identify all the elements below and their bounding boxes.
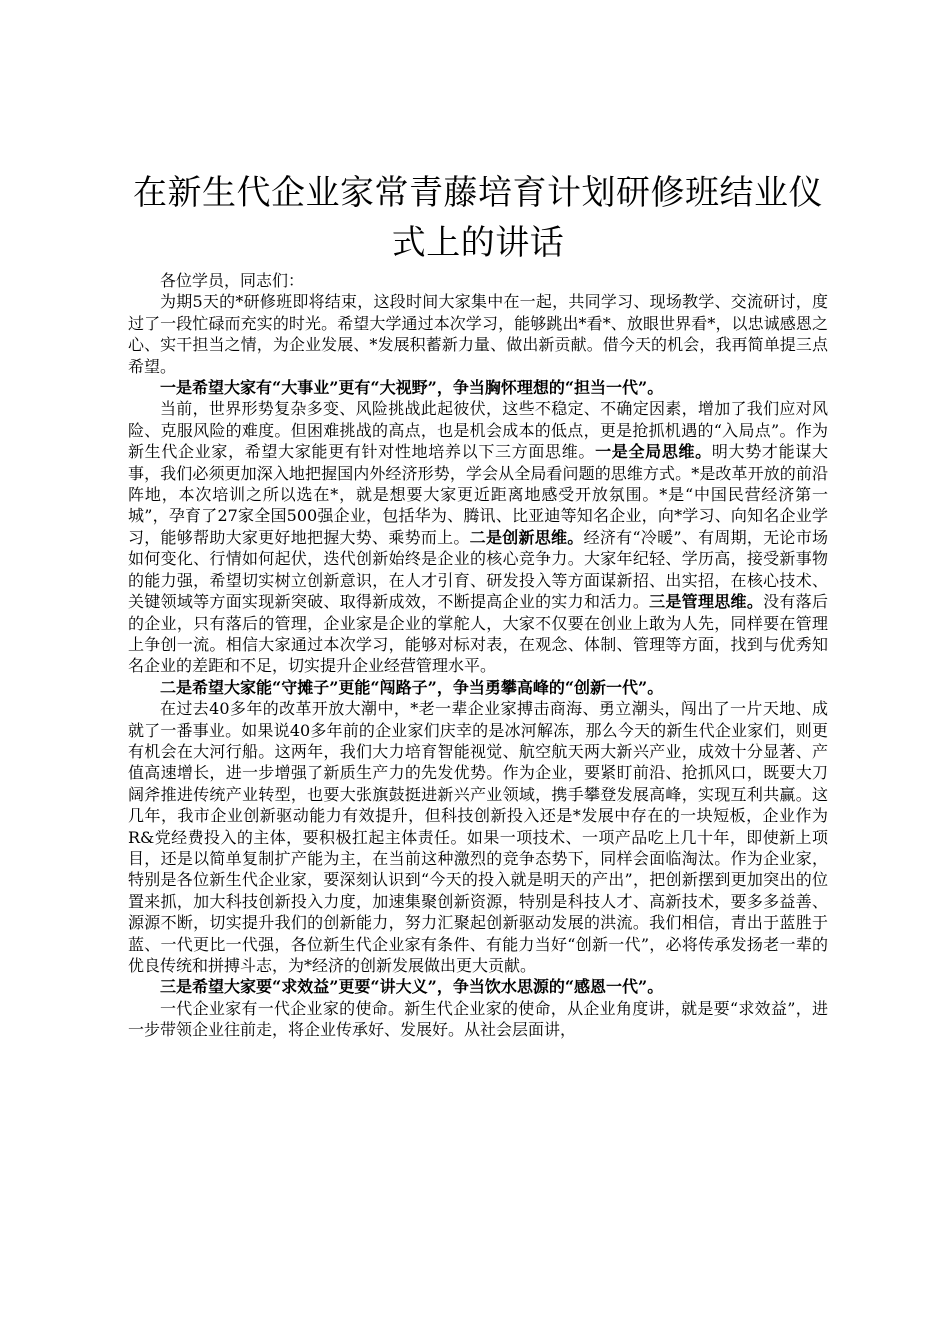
section-1-text-4: 没有落后的企业，只有落后的管理，企业家是企业的掌舵人，大家不仅要在创业上敢为人先，同样要在管理上争创一流。相信大家通过本次学习，能够对标对表，在观念、体制、管理等方面，找到与优秀知名企业的差距和不足，切实提升企业经营管理水平。 [128,592,828,676]
document-page [128,168,828,1041]
section-2-paragraph: 在过去40多年的改革开放大潮中，*老一辈企业家搏击商海、勇立潮头，闯出了一片天地、成就了一番事业。如果说40多年前的企业家们庆幸的是冰河解冻，那么今天的新生代企业家们，则更有机会在大河行船。这两年，我们大力培育智能视觉、航空航天两大新兴产业，成效十分显著、产值高速增长，进一步增强了新质生产力的先发优势。作为企业，要紧盯前沿、抢抓风口，既要大刀阔斧推进传统产业转型，也要大张旗鼓挺进新兴产业领域，携手攀登发展高峰，实现互利共赢。这几年，我市企业创新驱动能力有效提升，但科技创新投入还是*发展中存在的一块短板，企业作为R&党经费投入的主体，要积极扛起主体责任。如果一项技术、一项产品吃上几十年，即使新上项目，还是以简单复制扩产能为主，在当前这种激烈的竞争态势下，同样会面临淘汰。作为企业家，特别是各位新生代企业家，要深刻认识到“今天的投入就是明天的产出”，把创新摆到更加突出的位置来抓，加大科技创新投入力度，加速集聚创新资源，特别是科技人才、高新技术，要多多益善、源源不断，切实提升我们的创新能力，努力汇聚起创新驱动发展的洪流。我们相信，青出于蓝胜于蓝、一代更比一代强，各位新生代企业家有条件、有能力当好“创新一代”，必将传承发扬老一辈的优良传统和拼搏斗志，为*经济的创新发展做出更大贡献。 [128,699,828,975]
section-1-heading: 一是希望大家有“大事业”更有“大视野”，争当胸怀理想的“担当一代”。 [160,378,664,398]
section-1-text-3: 经济有“冷暖”、有周期，无论市场如何变化、行情如何起伏，迭代创新始终是企业的核心竞争力。大家年纪轻、学历高，接受新事物的能力强，希望切实树立创新意识，在人才引育、研发投入等方面谋新招、出实招，在核心技术、关键领域等方面实现新突破、取得新成效，不断提高企业的实力和活力。 [128,527,828,612]
global-thinking-label: 一是全局思维。 [595,442,712,462]
document-title: 在新生代企业家常青藤培育计划研修班结业仪式上的讲话 [133,173,823,263]
section-1-text-1: 当前，世界形势复杂多变、风险挑战此起彼伏，这些不稳定、不确定因素，增加了我们应对风险、克服风险的难度。但困难挑战的高点，也是机会成本的低点，更是抢抓机遇的“入局点”。作为新生代企业家，希望大家能更有针对性地培养以下三方面思维。 [128,399,828,462]
section-2-heading: 二是希望大家能“守摊子”更能“闯路子”，争当勇攀高峰的“创新一代”。 [160,677,664,697]
section-1-text-2: 明大势才能谋大事，我们必须更加深入地把握国内外经济形势，学会从全局看问题的思维方式。*是改革开放的前沿阵地，本次培训之所以选在*，就是想要大家更近距离地感受开放氛围。*是“中国民营经济第一城”，孕育了27家全国500强企业，包括华为、腾讯、比亚迪等知名企业，向*学习、向知名企业学习，能够帮助大家更好地把握大势、乘势而上。 [128,442,828,547]
salutation: 各位学员，同志们： [160,271,305,290]
section-3-heading: 三是希望大家要“求效益”更要“讲大义”，争当饮水思源的“感恩一代”。 [160,977,664,997]
management-thinking-label: 三是管理思维。 [649,592,764,612]
innovation-thinking-label: 二是创新思维。 [469,527,584,547]
section-3-paragraph: 一代企业家有一代企业家的使命。新生代企业家的使命，从企业角度讲，就是要“求效益”，进一步带领企业往前走，将企业传承好、发展好。从社会层面讲， [128,998,828,1040]
intro-paragraph: 为期5天的*研修班即将结束，这段时间大家集中在一起，共同学习、现场教学、交流研讨，度过了一段忙碌而充实的时光。希望大学通过本次学习，能够跳出*看*、放眼世界看*，以忠诚感恩之心、实干担当之情，为企业发展、*发展积蓄新力量、做出新贡献。借今天的机会，我再简单提三点希望。 [128,292,828,376]
section-1-paragraph [128,398,828,676]
